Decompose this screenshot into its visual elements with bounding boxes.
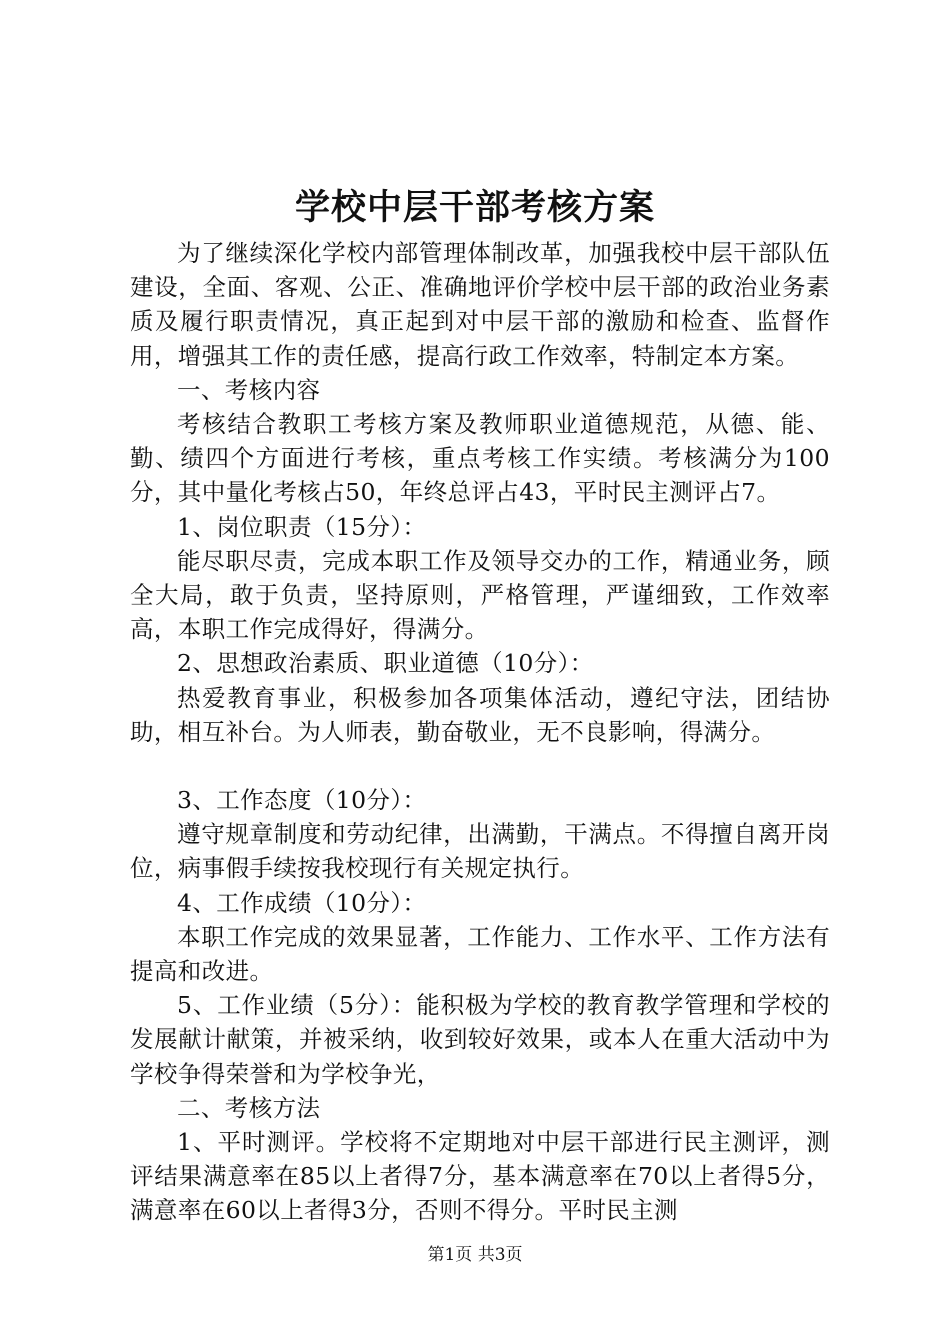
item-heading-ethics: 2、思想政治素质、职业道德（10分）： [177,649,594,678]
section-heading-content: 一、考核内容 [177,375,321,404]
results-paragraph: 本职工作完成的效果显著，工作能力、工作水平、工作方法有提高和改进。 [130,922,830,986]
intro-paragraph: 为了继续深化学校内部管理体制改革，加强我校中层干部队伍建设，全面、客观、公正、准确地评价学校中层干部的政治业务素质及履行职责情况，真正起到对中层干部的激励和检查、监督作用，增强其工作的责任感，提高行政工作效率，特制定本方案。 [130,239,830,370]
page-footer: 第1页 共3页 [427,1245,523,1265]
ethics-paragraph: 热爱教育事业，积极参加各项集体活动，遵纪守法，团结协助，相互补台。为人师表，勤奋敬业，无不良影响，得满分。 [130,683,830,746]
method-paragraph: 1、平时测评。学校将不定期地对中层干部进行民主测评，测评结果满意率在85以上者得7分，基本满意率在70以上者得5分，满意率在60以上者得3分，否则不得分。平时民主测 [130,1128,830,1225]
document-body [130,236,830,1228]
duties-paragraph: 能尽职尽责，完成本职工作及领导交办的工作，精通业务，顾全大局，敢于负责，坚持原则，严格管理，严谨细致，工作效率高，本职工作完成得好，得满分。 [130,546,830,644]
blank-line [130,749,830,783]
item-heading-duties: 1、岗位职责（15分）： [177,512,427,541]
achievements-paragraph: 5、工作业绩（5分）：能积极为学校的教育教学管理和学校的发展献计献策，并被采纳，收到较好效果，或本人在重大活动中为学校争得荣誉和为学校争光， [130,991,830,1088]
section-heading-method: 二、考核方法 [177,1093,321,1122]
attitude-paragraph: 遵守规章制度和劳动纪律，出满勤，干满点。不得擅自离开岗位，病事假手续按我校现行有关规定执行。 [130,820,830,883]
item-heading-results: 4、工作成绩（10分）： [177,888,427,917]
item-heading-attitude: 3、工作态度（10分）： [177,786,427,815]
document-title: 学校中层干部考核方案 [294,187,655,228]
content-overview-paragraph: 考核结合教职工考核方案及教师职业道德规范，从德、能、勤、绩四个方面进行考核，重点考核工作实绩。考核满分为100分，其中量化考核占50，年终总评占43，平时民主测评占7。 [130,410,830,507]
